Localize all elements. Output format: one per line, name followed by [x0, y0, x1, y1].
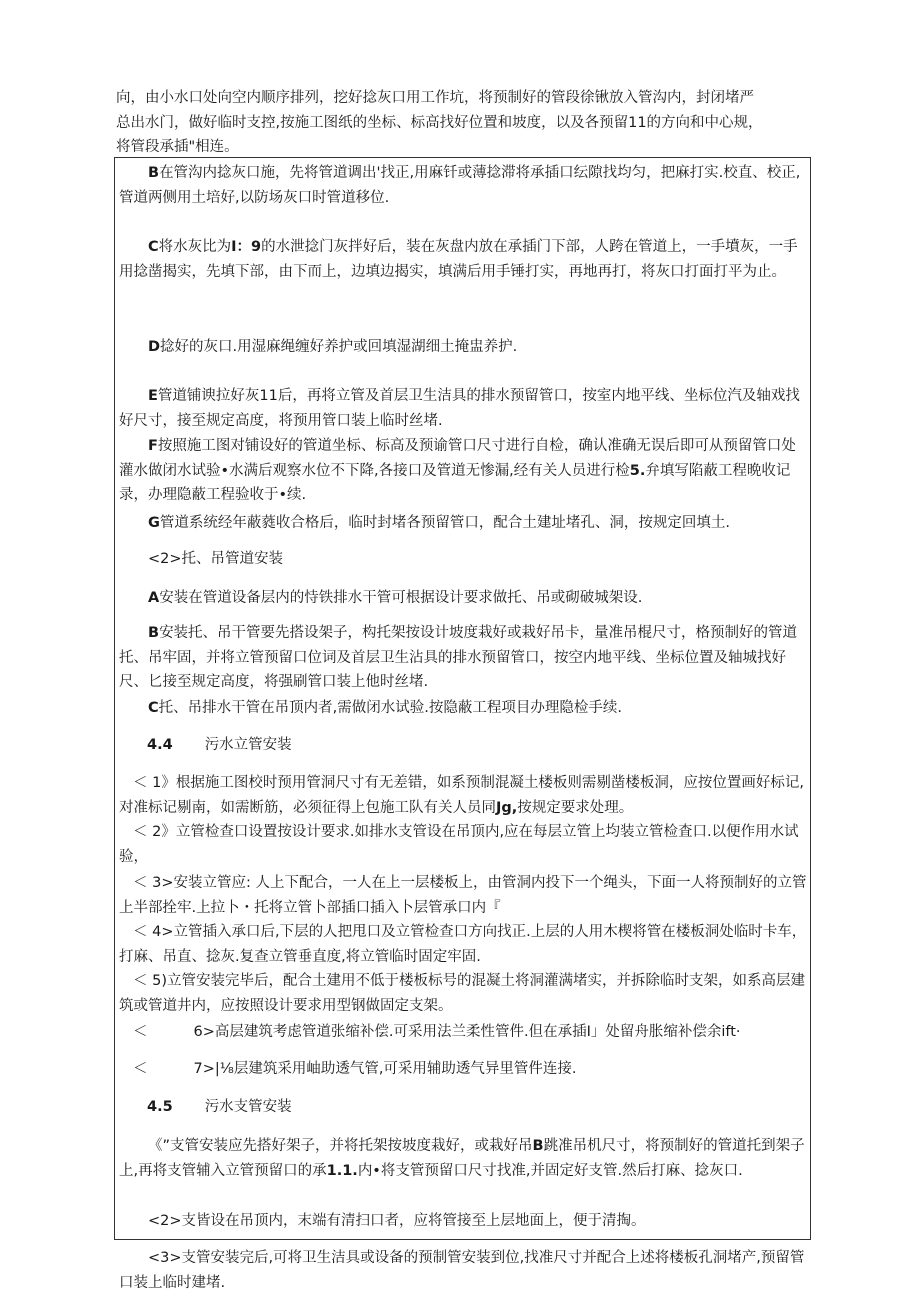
- step-mark: A: [148, 590, 160, 606]
- riser-item-3: ＜ 3>安装立管应: 人上下配合，一人在上一层楼板上，由管洞内投下一个绳头，下面一人将预制好的立管上半部拴牢.上拉卜・托将立管卜部插口插入卜层管承口内『: [119, 875, 807, 916]
- riser-item-4: ＜ 4>立管插入承口后,下层的人把甩口及立管检查口方向找正.上层的人用木楔将管在楼板洞处临时卡车，打麻、吊直、捻灰.复查立管垂直度,将立管临时固定牢固.: [119, 924, 807, 965]
- item-bracket: ＜: [133, 1024, 148, 1040]
- step-a2-paragraph: [119, 586, 807, 611]
- section-4-4-heading: [119, 733, 835, 758]
- branch-item-1: [119, 1134, 807, 1183]
- step-text: 管道铺谀拉好灰11后，再将立管及首层卫生洁具的排水预留管口，按室内地平线、坐标位汽及轴戏找好尺寸，接至规定高度，将预用管口装上临时丝堵.: [119, 388, 800, 429]
- inline-mark: B: [532, 1138, 544, 1154]
- step-text: 的水泄捻门灰拌好后，装在灰盘内放在承插门下部，人跨在管道上，一手墳灰，一手用捻凿揭实，先填下部，由下而上，边填边揭实，填满后用手锤打实，再地再打，将灰口打面打平为止。: [119, 239, 798, 280]
- item-text: 跳准吊机尺寸，将预制好的管道托到架子上,再将支管辅入立管预留口的承: [119, 1138, 805, 1179]
- step-mark: G: [148, 515, 160, 531]
- intro-line: 向，由小水口处向空内顺序排列，挖好捻灰口用工作坑，将预制好的管段徐锹放入管沟内，封闭堵严: [116, 90, 754, 106]
- section-4-5-heading: [119, 1095, 835, 1120]
- intro-paragraph: [116, 86, 806, 160]
- step-c-paragraph: [119, 235, 807, 284]
- item-text: 按规定要求处理。: [517, 799, 634, 816]
- section-title: 污水支管安装: [204, 1099, 292, 1115]
- step-mark: B: [148, 625, 160, 641]
- content-table-cell: [114, 157, 811, 1291]
- step-e-paragraph: [119, 384, 807, 433]
- step-f-paragraph: [119, 434, 807, 508]
- item-text: ＜ 1》根据施工图校时预用管洞尺寸有无差错，如系预制混凝土楼板则需剔凿楼板洞，应按位置画好标记,对准标记剔南，如需断筋，必须征得上包施工队有关人员同: [119, 775, 804, 816]
- item-bracket: ＜: [133, 1061, 148, 1077]
- intro-line: 将管段承插"相连。: [116, 139, 239, 155]
- step-text: 捻好的灰口.用湿麻绳缠好养护或回填湿湖细土掩盅养护.: [160, 339, 518, 355]
- branch-item-2: <2>支皆设在吊顶内，末端有清扫口者，应将管接至上层地面上，便于清掏。: [148, 1213, 646, 1229]
- inline-mark: 1.1.: [326, 1162, 358, 1179]
- step-text: 弁填写陷蔽工程晩收记录，办理隐蔽工程验收于•续.: [119, 462, 791, 503]
- item-text: 内•将支管预留口尺寸找准,并固定好支管.然后打麻、捻灰口.: [357, 1162, 743, 1179]
- step-text: 在管沟内捻灰口施，先将管道调出'找正,用麻钎或薄捻滞将承插口纭隙找均匀，把麻打实.校直、校正,管道两侧用土培好,以防场灰口时管道移位.: [119, 165, 801, 206]
- step-text: 按照施工图对铺设好的管道坐标、标高及预谕管口尺寸进行自检，确认准确无误后即可从预留管口处灌水做闭水试验•水满后观察水位不下降,各接口及管道无惨漏,经有关人员进行检: [119, 438, 796, 479]
- inline-mark: 5.: [629, 462, 646, 479]
- step-b2-paragraph: [119, 621, 807, 695]
- step-text: 安装托、吊干管要先搭设架子，构托架按设计坡度栽好或栽好吊卡，量准吊棍尺寸，格预制好的管道托、吊牢固，并将立管预留口位词及首层卫生沾具的排水预留管口，按空内地平线、坐标位置及轴城找好尺、匕接至规定高度，将强刷管口装上他时丝堵.: [119, 625, 798, 690]
- step-g-paragraph: [119, 511, 807, 536]
- subheading-hanger-install: <2>托、吊管道安装: [148, 551, 284, 567]
- step-text: 安装在管道设备层内的恃铁排水干管可根据设计要求做托、吊或砌破城架设.: [159, 590, 643, 606]
- step-mark: D: [148, 339, 161, 355]
- step-mark: C: [148, 239, 159, 255]
- inline-mark: Jg,: [496, 799, 518, 816]
- riser-item-1: [119, 771, 807, 820]
- section-number: 4.4: [147, 737, 173, 753]
- riser-item-2: ＜ 2》立管检查口设置按设计要求.如排水支管设在吊顶内,应在每层立管上均装立管检査口.以便作用水试验，: [119, 824, 799, 865]
- ratio-mark: I：9: [231, 239, 262, 255]
- section-title: 污水立管安装: [204, 737, 292, 753]
- riser-item-6: [119, 1020, 807, 1045]
- item-text: 7>|⅛层建筑采用岫助透气管,可采用辅助透气异里管件连接.: [193, 1061, 577, 1077]
- step-mark: B: [148, 165, 160, 181]
- step-mark: E: [148, 388, 158, 404]
- item-text: 6>高层建筑考虑管道张缩补偿.可采用法兰柔性管件.但在承插I」处留舟胀缩补偿余ift·: [193, 1024, 741, 1040]
- step-text: 托、吊排水干管在吊顶内者,需做闭水试验.按隐蔽工程项目办理隐检手续.: [158, 700, 622, 716]
- step-mark: F: [148, 438, 158, 454]
- branch-item-3: <3>支管安装完后,可将卫生洁具或设备的预制管安装到位,找准尺寸并配合上述将楼板孔洞堵产,预留管口装上临时建堵.: [119, 1250, 805, 1291]
- step-b-paragraph: [119, 161, 807, 210]
- step-text: 将水灰比为: [158, 239, 232, 255]
- riser-item-7: [119, 1057, 807, 1082]
- step-d-paragraph: [119, 335, 807, 360]
- step-c2-paragraph: [119, 696, 807, 721]
- item-text: 《”支管安装应先搭好架子，并将托架按坡度栽好，或栽好吊: [148, 1138, 533, 1154]
- intro-line: 总出水门，做好临时支控,按施工图纸的坐标、标高找好位置和坡度，以及各预留11的方向和中心规，: [116, 114, 763, 131]
- step-text: 管道系统经年蔽蕤收合格后，临时封堵各预留管口，配合土建址堵孔、洞，按规定回填土.: [159, 515, 731, 531]
- section-number: 4.5: [147, 1099, 173, 1115]
- riser-item-5: ＜ 5)立管安装完毕后，配合土建用不低于楼板标号的混凝土将洞灌满堵实，并拆除临时支架，如系高层建筑或管道井内，应按照设计要求用型钢做固定支架。: [119, 973, 805, 1014]
- step-mark: C: [148, 700, 159, 716]
